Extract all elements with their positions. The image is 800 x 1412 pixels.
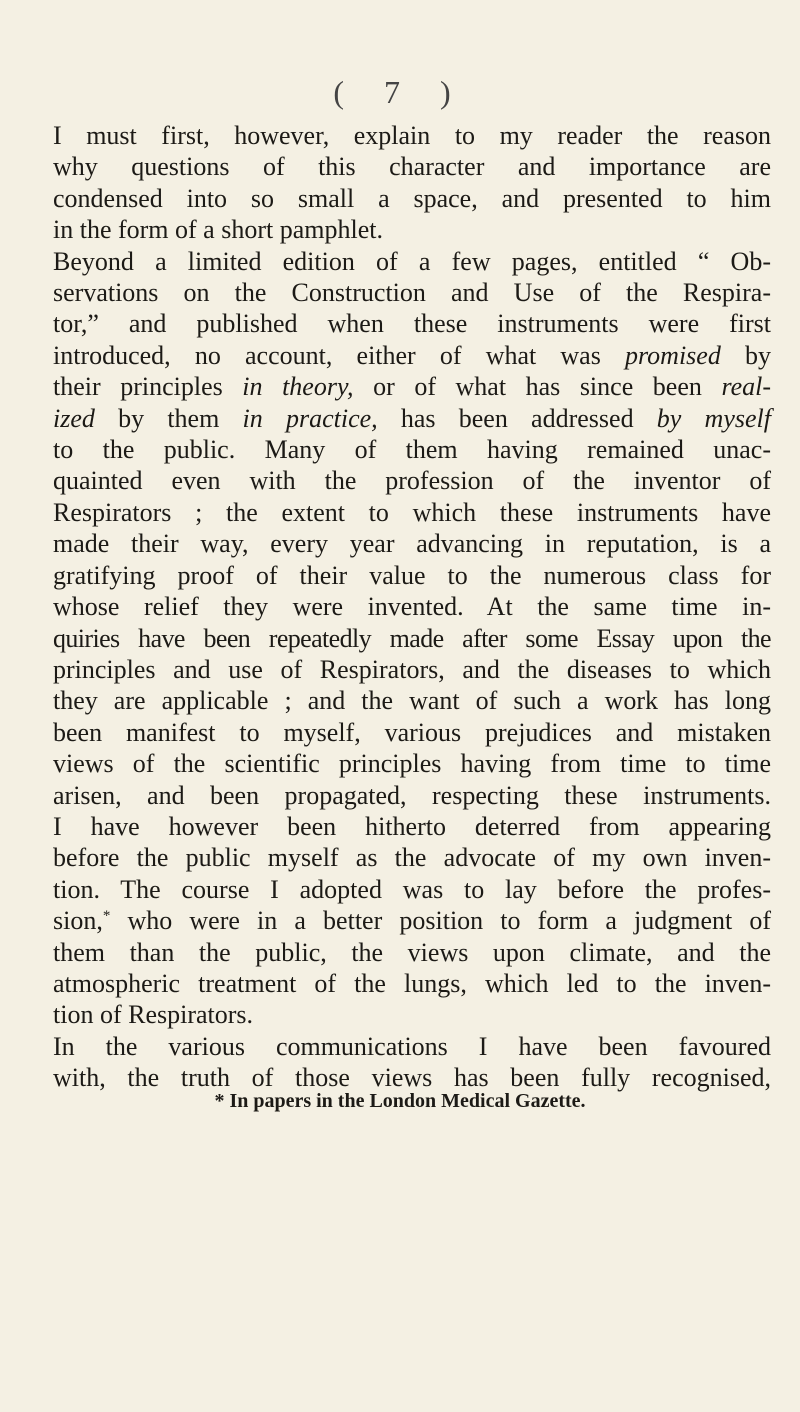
text-run: sion, (53, 906, 103, 936)
text-line: before the public myself as the advocate of my own inven- (53, 843, 771, 873)
text-run: who were in a better position to form a judgment of (110, 906, 771, 936)
footnote: * In papers in the London Medical Gazette. (214, 1090, 586, 1112)
text-line-mixed (53, 905, 771, 936)
text-line: I must first, however, explain to my reader the reason (53, 121, 771, 150)
text-line: why questions of this character and importance are (53, 152, 771, 182)
text-run: by them (94, 403, 220, 433)
text-line: I have however been hitherto deterred from appearing (53, 811, 771, 841)
text-line-mixed (53, 403, 771, 434)
text-line: whose relief they were invented. At the same time in- (53, 592, 771, 622)
text-line: principles and use of Respirators, and the diseases to which (53, 654, 771, 684)
text-line: with, the truth of those views has been fully recognised, (53, 1063, 771, 1093)
text-line: gratifying proof of their value to the numerous class for (53, 560, 771, 590)
text-run: or of what has since been (353, 372, 702, 402)
text-line: Beyond a limited edition of a few pages, entitled “ Ob- (53, 246, 771, 276)
text-line: In the various communications I have been favoured (53, 1031, 771, 1061)
text-line: quiries have been repeatedly made after some Essay upon the (53, 623, 771, 653)
text-line: them than the public, the views upon climate, and the (53, 937, 771, 967)
text-line: atmospheric treatment of the lungs, which led to the inven- (53, 968, 771, 998)
footnote-marker: * (102, 908, 111, 925)
text-line: views of the scientific principles having from time to time (53, 749, 771, 779)
text-line-mixed (53, 371, 771, 402)
italic-run: by myself (656, 403, 771, 433)
text-line: quainted even with the profession of the inventor of (53, 466, 771, 496)
text-run: their principles (53, 372, 223, 402)
text-line: tion of Respirators. (53, 1000, 254, 1030)
italic-run: in theory, (242, 372, 354, 402)
text-line: Respirators ; the extent to which these instruments have (53, 497, 771, 527)
text-line: arisen, and been propagated, respecting these instruments. (53, 780, 771, 810)
text-line: tor,” and published when these instruments were first (53, 309, 771, 339)
italic-run: in practice, (242, 403, 378, 433)
text-line: to the public. Many of them having remained unac- (53, 435, 771, 465)
italic-run: real- (721, 372, 772, 402)
italic-run: promised (625, 340, 721, 370)
text-line: servations on the Construction and Use of the Respira- (53, 278, 771, 308)
text-line: in the form of a short pamphlet. (53, 215, 383, 245)
text-run: by (720, 340, 771, 370)
text-line: been manifest to myself, various prejudices and mistaken (53, 717, 771, 747)
text-line: tion. The course I adopted was to lay before the profes- (53, 874, 771, 904)
text-line: condensed into so small a space, and presented to him (53, 183, 771, 213)
italic-run: ized (53, 403, 95, 433)
text-line-mixed (53, 340, 771, 371)
body-text (53, 120, 771, 1094)
text-run: has been addressed (377, 403, 634, 433)
text-line: they are applicable ; and the want of such a work has long (53, 686, 771, 716)
page-number: ( 7 ) (333, 74, 467, 110)
text-line: made their way, every year advancing in reputation, is a (53, 529, 771, 559)
text-run: introduced, no account, either of what was (53, 340, 601, 370)
